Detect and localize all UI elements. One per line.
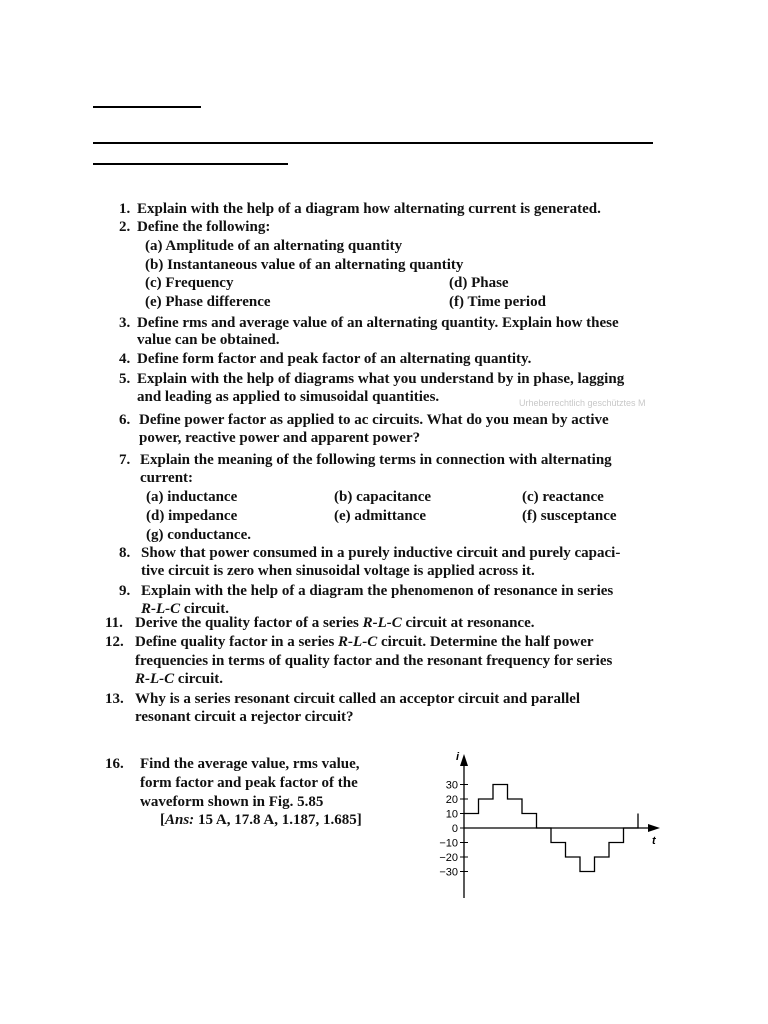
- question-number: 1.: [119, 201, 131, 217]
- question-number: 9.: [119, 583, 131, 599]
- y-tick-label: −10: [439, 837, 458, 850]
- q7-item-c: (c) reactance: [522, 489, 604, 505]
- q2-item-f: (f) Time period: [449, 294, 546, 310]
- answer-line: [160, 812, 362, 829]
- question-text: Define rms and average value of an alternating quantity. Explain how these: [137, 315, 619, 331]
- q2-item-c: (c) Frequency: [145, 275, 234, 291]
- rlc-term: R-L-C: [135, 671, 175, 687]
- question-9-line2-text: circuit.: [183, 601, 230, 617]
- answer-open-bracket: [: [160, 812, 165, 828]
- q11-pre: Derive the quality factor of a series: [135, 615, 363, 631]
- question-number: 5.: [119, 371, 131, 387]
- rlc-term: R-L-C: [338, 634, 378, 650]
- question-text: Explain with the help of a diagram how alternating current is generated.: [137, 201, 601, 217]
- q12-post: circuit. Determine the half power: [377, 634, 594, 650]
- question-8-line2: tive circuit is zero when sinusoidal voltage is applied across it.: [141, 563, 535, 579]
- x-axis-arrow-icon: [648, 824, 660, 832]
- y-tick-label: 0: [451, 823, 458, 835]
- y-axis-label: i: [456, 751, 460, 763]
- question-text: Define power factor as applied to ac circuits. What do you mean by active: [139, 412, 609, 428]
- question-12-line3-text: circuit.: [177, 671, 224, 687]
- question-number: 2.: [119, 219, 131, 235]
- waveform-chart: [420, 748, 680, 908]
- q2-item-d: (d) Phase: [449, 275, 509, 291]
- question-7-line2: current:: [140, 470, 194, 486]
- q7-item-d: (d) impedance: [146, 508, 238, 524]
- q11-post: circuit at resonance.: [401, 615, 535, 631]
- y-tick-label: 20: [445, 794, 458, 806]
- watermark: Urheberrechtlich geschütztes M: [519, 398, 646, 408]
- header-rule-short: [93, 106, 201, 108]
- question-text: [135, 614, 535, 632]
- question-number: 4.: [119, 351, 131, 367]
- rlc-term: R-L-C: [362, 615, 402, 631]
- question-12-line3: [135, 670, 223, 688]
- q7-item-e: (e) admittance: [334, 508, 427, 524]
- question-text: Explain with the help of diagrams what you understand by in phase, lagging: [137, 371, 625, 387]
- q7-item-b: (b) capacitance: [334, 489, 432, 505]
- question-13-line2: resonant circuit a rejector circuit?: [135, 709, 354, 725]
- question-text: Find the average value, rms value,: [140, 756, 360, 772]
- q2-item-b: (b) Instantaneous value of an alternating quantity: [145, 257, 464, 273]
- question-16-line2: form factor and peak factor of the: [140, 775, 358, 791]
- question-number: 6.: [119, 412, 131, 428]
- question-number: 3.: [119, 315, 131, 331]
- question-16-line3: waveform shown in Fig. 5.85: [140, 794, 324, 810]
- y-tick-label: −30: [439, 866, 458, 879]
- q7-item-g: (g) conductance.: [146, 527, 251, 543]
- question-text: Define the following:: [137, 219, 271, 235]
- x-axis-label: t: [652, 835, 656, 847]
- question-text: [135, 633, 594, 651]
- question-number: 13.: [105, 691, 124, 707]
- y-tick-label: 30: [445, 779, 458, 792]
- question-5-line2: and leading as applied to simusoidal quantities.: [137, 389, 440, 405]
- question-text: Show that power consumed in a purely inductive circuit and purely capaci-: [141, 545, 621, 561]
- question-text: Define form factor and peak factor of an alternating quantity.: [137, 351, 532, 367]
- q12-pre: Define quality factor in a series: [135, 634, 339, 650]
- header-rule-medium: [93, 163, 288, 165]
- question-3-line2: value can be obtained.: [137, 332, 280, 348]
- y-tick-label: 10: [445, 808, 458, 821]
- question-number: 8.: [119, 545, 131, 561]
- header-rule-long: [93, 142, 653, 144]
- q2-item-a: (a) Amplitude of an alternating quantity: [145, 238, 403, 254]
- question-number: 11.: [105, 615, 123, 631]
- answer-values: 15 A, 17.8 A, 1.187, 1.685]: [197, 812, 362, 828]
- question-text: Explain with the help of a diagram the phenomenon of resonance in series: [141, 583, 614, 599]
- question-text: Explain the meaning of the following terms in connection with alternating: [140, 452, 612, 468]
- q2-item-e: (e) Phase difference: [145, 294, 271, 310]
- rlc-term: R-L-C: [141, 601, 181, 617]
- question-number: 7.: [119, 452, 131, 468]
- y-axis-arrow-icon: [460, 754, 468, 766]
- answer-label: Ans:: [165, 812, 195, 828]
- question-text: Why is a series resonant circuit called an acceptor circuit and parallel: [135, 691, 581, 707]
- y-tick-label: −20: [439, 852, 458, 864]
- question-12-line2: frequencies in terms of quality factor and the resonant frequency for series: [135, 653, 613, 669]
- q7-item-f: (f) susceptance: [522, 508, 617, 524]
- question-number: 12.: [105, 634, 124, 650]
- q7-item-a: (a) inductance: [146, 489, 238, 505]
- question-number: 16.: [105, 756, 124, 772]
- question-6-line2: power, reactive power and apparent power?: [139, 430, 421, 446]
